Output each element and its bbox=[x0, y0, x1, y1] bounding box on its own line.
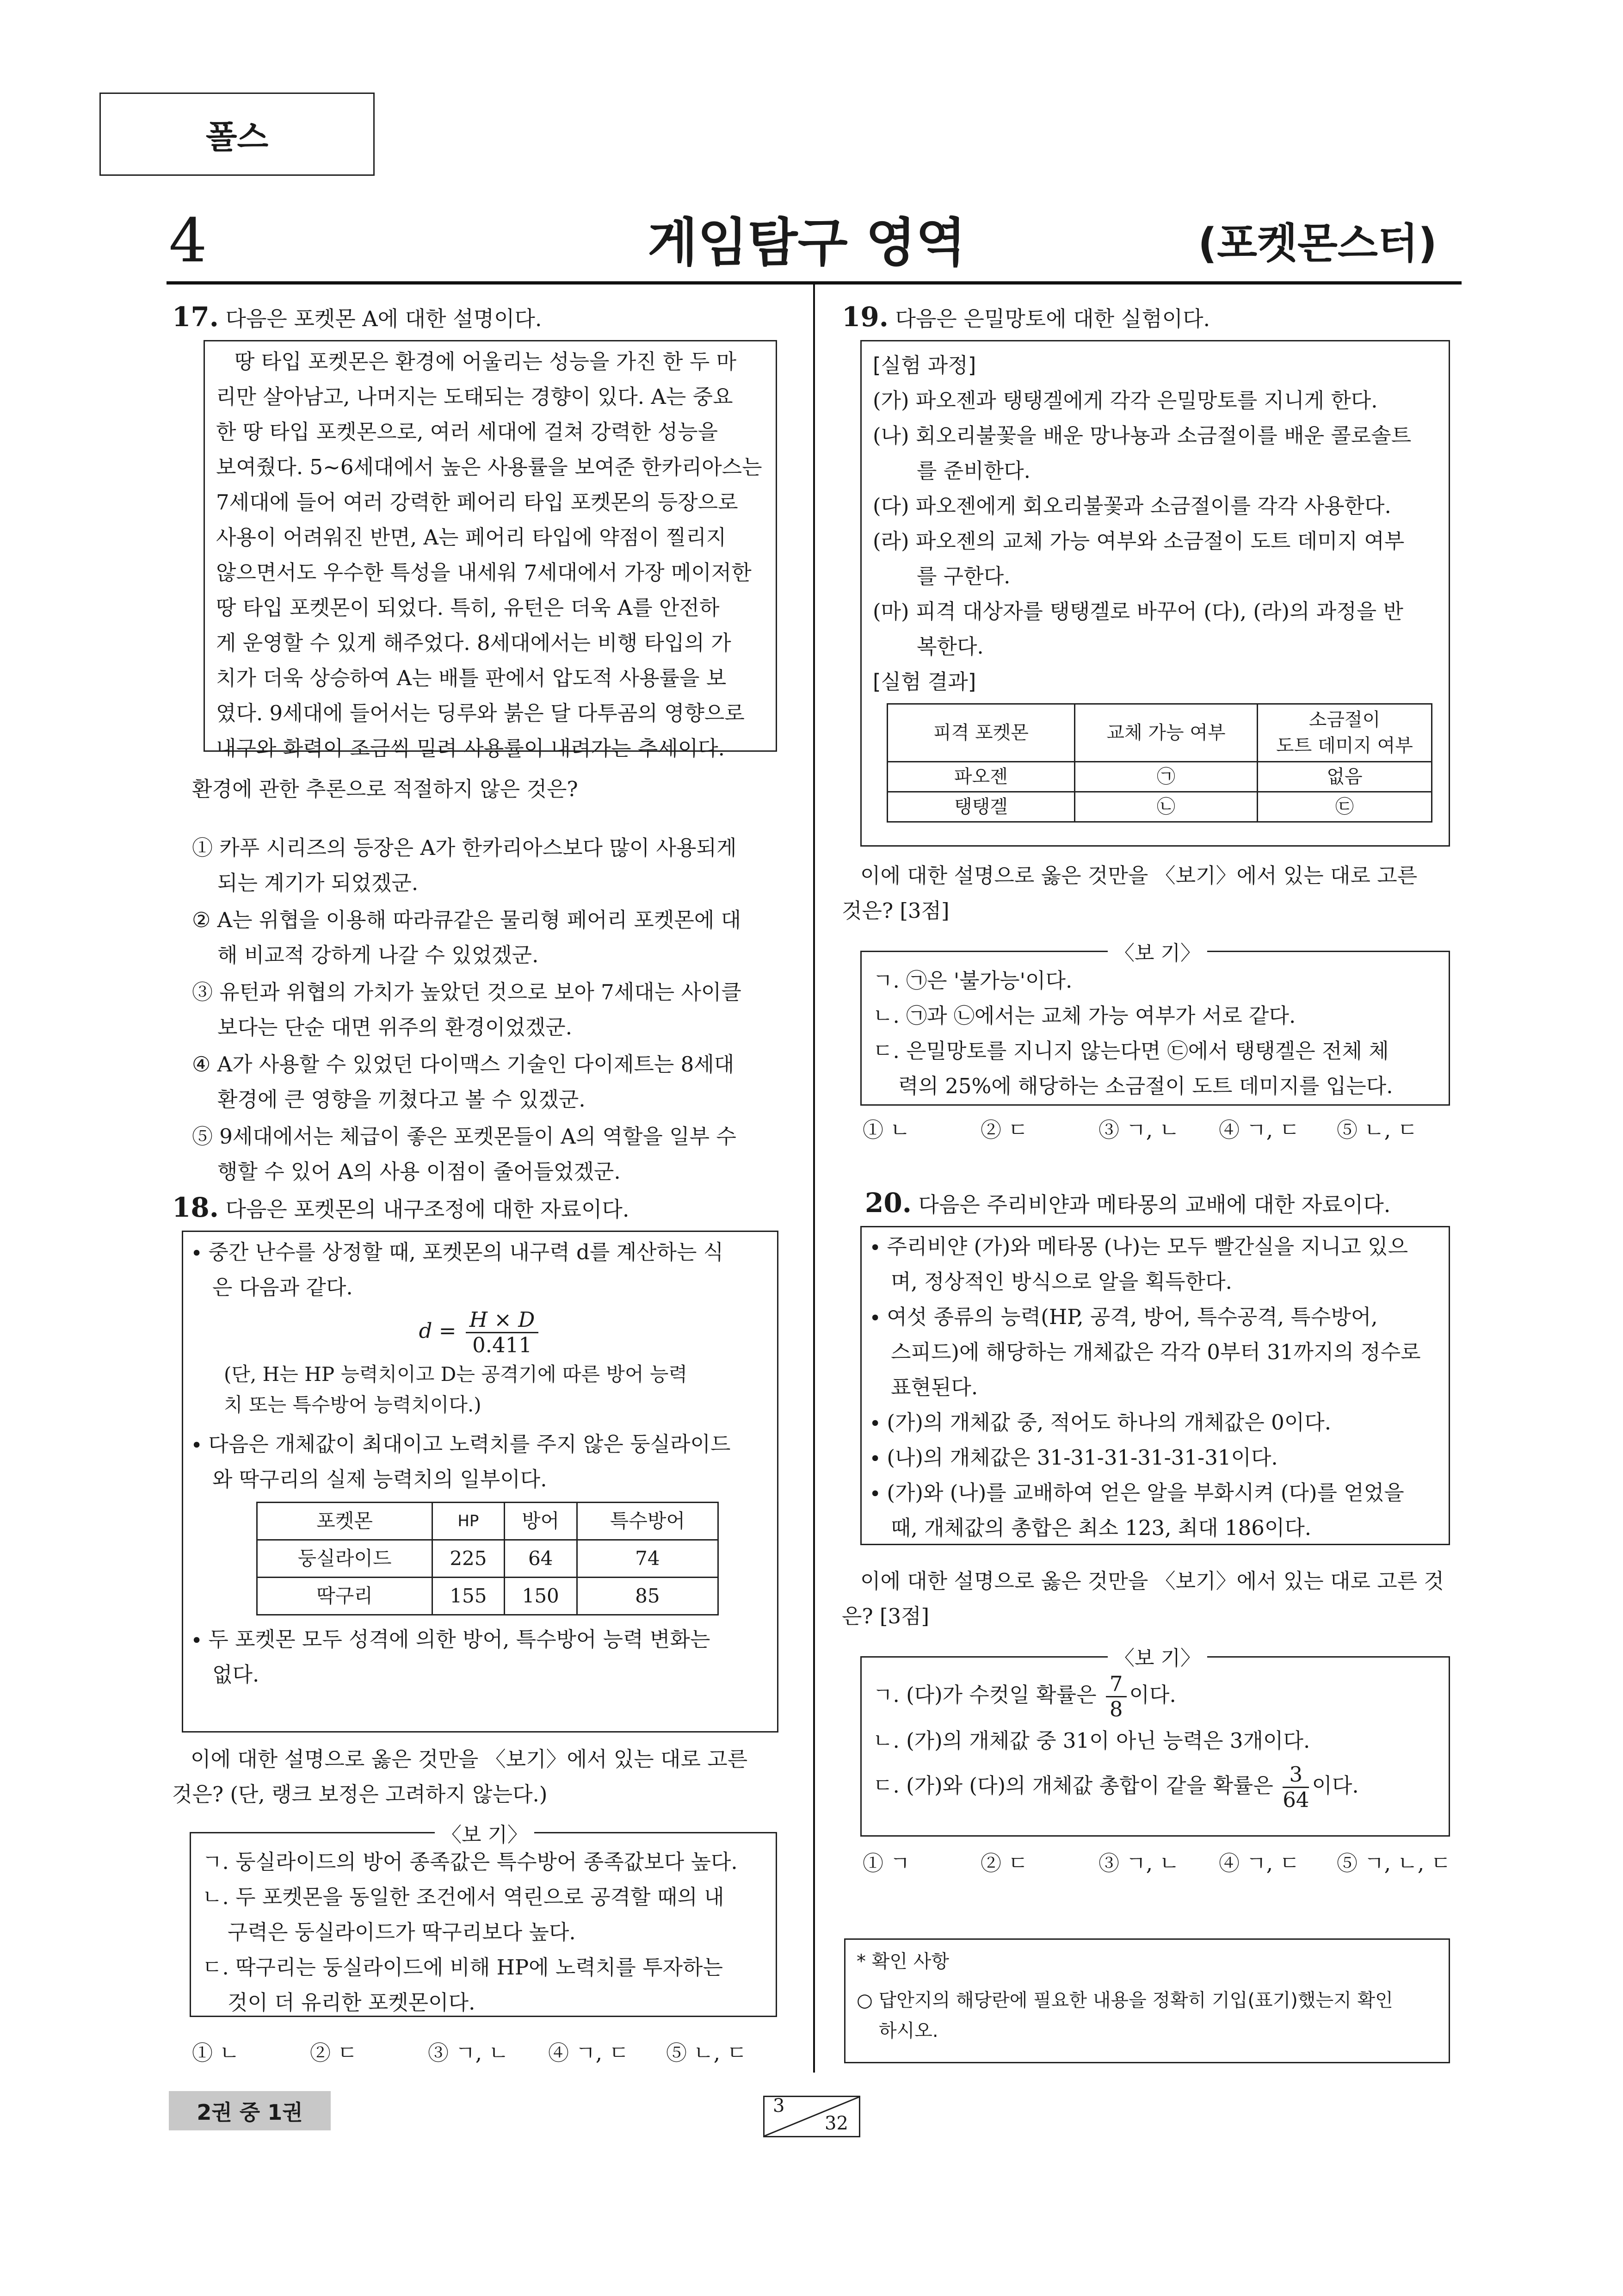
q19-bogi-label: 〈보 기〉 bbox=[1108, 936, 1207, 966]
q19-step-e: (마) 피격 대상자를 탱탱겔로 바꾸어 (다), (라)의 과정을 반 복한다. bbox=[873, 599, 1403, 659]
q19-bogi-b: ㄴ. ㉠과 ㉡에서는 교체 가능 여부가 서로 같다. bbox=[873, 1003, 1296, 1028]
table-cell: 155 bbox=[432, 1578, 504, 1615]
table-header: 특수방어 bbox=[577, 1503, 718, 1540]
q19-choice-4[interactable]: ④ ㄱ, ㄷ bbox=[1219, 1118, 1300, 1142]
q18-bullet-2: ∙ 다음은 개체값이 최대이고 노력치를 주지 않은 둥실라이드 와 딱구리의 실제 능력치의 일부이다. bbox=[191, 1432, 731, 1491]
table-cell: 85 bbox=[577, 1578, 718, 1615]
q18-choice-1[interactable]: ① ㄴ bbox=[192, 2041, 240, 2065]
page-indicator bbox=[763, 2096, 860, 2137]
q18-choice-3[interactable]: ③ ㄱ, ㄴ bbox=[428, 2041, 509, 2065]
q20-stem: 20. 다음은 주리비얀과 메타몽의 교배에 대한 자료이다. bbox=[865, 1187, 1391, 1219]
table-cell: ㉠ bbox=[1075, 762, 1258, 792]
header-tag: 폴스 bbox=[205, 118, 269, 156]
table-row bbox=[888, 762, 1432, 792]
q20-data-box bbox=[860, 1226, 1450, 1545]
q19-choices bbox=[863, 1113, 1464, 1148]
volume-badge: 2권 중 1권 bbox=[169, 2091, 331, 2130]
table-cell: 225 bbox=[432, 1540, 504, 1578]
q19-result-table bbox=[887, 703, 1432, 823]
table-header-row bbox=[888, 704, 1432, 762]
table-cell: 64 bbox=[504, 1540, 577, 1578]
q20-bogi-b: ㄴ. (가)의 개체값 중 31이 아닌 능력은 3개이다. bbox=[873, 1728, 1310, 1753]
q18-bogi-b: ㄴ. 두 포켓몬을 동일한 조건에서 역린으로 공격할 때의 내 구력은 둥실라이드가 딱구리보다 높다. bbox=[202, 1885, 724, 1944]
q17-passage-line: 보여줬다. 5~6세대에서 높은 사용률을 보여준 한카리아스는 bbox=[216, 455, 762, 479]
table-header: 방어 bbox=[504, 1503, 577, 1540]
q19-bogi-c: ㄷ. 은밀망토를 지니지 않는다면 ㉢에서 탱탱겔은 전체 체 력의 25%에 해당하는 소금절이 도트 데미지를 입는다. bbox=[873, 1039, 1393, 1098]
q19-bogi-box bbox=[860, 951, 1450, 1106]
q19-step-c: (다) 파오젠에게 회오리불꽃과 소금절이를 각각 사용한다. bbox=[873, 494, 1391, 518]
q18-stem: 18. 다음은 포켓몬의 내구조정에 대한 자료이다. bbox=[172, 1192, 629, 1223]
q19-choice-3[interactable]: ③ ㄱ, ㄴ bbox=[1098, 1118, 1179, 1142]
q20-bogi-c: ㄷ. (가)와 (다)의 개체값 총합이 같을 확률은 $\frac{3}{64}$ 이다. bbox=[873, 1762, 1359, 1812]
q18-choice-5[interactable]: ⑤ ㄴ, ㄷ bbox=[666, 2041, 747, 2065]
q20-bullet-5: ∙ (가)와 (나)를 교배하여 얻은 알을 부화시켜 (다)를 얻었을 때, 개체값의 총합은 최소 123, 최대 186이다. bbox=[870, 1480, 1404, 1540]
q18-choices bbox=[192, 2036, 793, 2071]
q19-choice-5[interactable]: ⑤ ㄴ, ㄷ bbox=[1337, 1118, 1418, 1142]
q19-bogi-a: ㄱ. ㉠은 '불가능'이다. bbox=[873, 968, 1073, 993]
table-row bbox=[257, 1540, 718, 1578]
q19-step-b: (나) 회오리불꽃을 배운 망나뇽과 소금절이를 배운 콜로솔트 를 준비한다. bbox=[873, 423, 1412, 483]
table-cell: 둥실라이드 bbox=[257, 1540, 432, 1578]
confirm-box bbox=[844, 1938, 1450, 2063]
q20-question: 이에 대한 설명으로 옳은 것만을 〈보기〉에서 있는 대로 고른 것 은? [3점] bbox=[842, 1569, 1444, 1628]
q18-choice-4[interactable]: ④ ㄱ, ㄷ bbox=[548, 2041, 629, 2065]
table-cell: 없음 bbox=[1258, 762, 1432, 792]
q18-bullet-3: ∙ 두 포켓몬 모두 성격에 의한 방어, 특수방어 능력 변화는 없다. bbox=[191, 1627, 710, 1687]
q18-formula: d = $\frac{H \times D}{0.411}$ bbox=[191, 1308, 769, 1357]
confirm-line: ○ 답안지의 해당란에 필요한 내용을 정확히 기입(표기)했는지 확인 bbox=[857, 1990, 1393, 2011]
q17-question: 환경에 관한 추론으로 적절하지 않은 것은? bbox=[192, 777, 578, 801]
table-header: 피격 포켓몬 bbox=[888, 704, 1075, 762]
q20-bogi-box bbox=[860, 1656, 1450, 1837]
q17-passage-line: 않으면서도 우수한 특성을 내세워 7세대에서 가장 메이저한 bbox=[216, 560, 752, 585]
q18-formula-note: (단, H는 HP 능력치이고 D는 공격기에 따른 방어 능력 치 또는 특수방어 능력치이다.) bbox=[224, 1363, 688, 1416]
q17-passage-line: 사용이 어려워진 반면, A는 페어리 타입에 약점이 찔리지 bbox=[216, 525, 727, 550]
table-header: 포켓몬 bbox=[257, 1503, 432, 1540]
table-header: 소금절이 도트 데미지 여부 bbox=[1258, 704, 1432, 762]
q17-passage-line: 땅 타입 포켓몬이 되었다. 특히, 유턴은 더욱 A를 안전하 bbox=[216, 595, 720, 620]
q17-passage-line: 7세대에 들어 여러 강력한 페어리 타입 포켓몬의 등장으로 bbox=[216, 490, 738, 514]
table-cell: ㉢ bbox=[1258, 792, 1432, 822]
q20-bullet-3: ∙ (가)의 개체값 중, 적어도 하나의 개체값은 0이다. bbox=[870, 1410, 1332, 1435]
q19-choice-2[interactable]: ② ㄷ bbox=[981, 1118, 1028, 1142]
confirm-line: 하시오. bbox=[879, 2020, 938, 2042]
table-row bbox=[888, 792, 1432, 822]
q18-bullet-1: ∙ 중간 난수를 상정할 때, 포켓몬의 내구력 d를 계산하는 식 은 다음과 같다. bbox=[191, 1240, 724, 1300]
table-cell: 파오젠 bbox=[888, 762, 1075, 792]
q17-choice-2[interactable]: ② A는 위협을 이용해 따라큐같은 물리형 페어리 포켓몬에 대 해 비교적 강하게 나갈 수 있었겠군. bbox=[192, 908, 741, 967]
q17-passage-line: 였다. 9세대에 들어서는 딩루와 붉은 달 다투곰의 영향으로 bbox=[216, 701, 745, 725]
table-cell: 탱탱겔 bbox=[888, 792, 1075, 822]
q20-bullet-2: ∙ 여섯 종류의 능력(HP, 공격, 방어, 특수공격, 특수방어, 스피드)에 해당하는 개체값은 각각 0부터 31까지의 정수로 표현된다. bbox=[870, 1305, 1421, 1399]
q17-stem: 17. 다음은 포켓몬 A에 대한 설명이다. bbox=[172, 301, 542, 333]
q20-bullet-1: ∙ 주리비얀 (가)와 메타몽 (나)는 모두 빨간실을 지니고 있으 며, 정상적인 방식으로 알을 획득한다. bbox=[870, 1234, 1408, 1294]
q20-choice-1[interactable]: ① ㄱ bbox=[863, 1851, 910, 1875]
q17-choice-5[interactable]: ⑤ 9세대에서는 체급이 좋은 포켓몬들이 A의 역할을 일부 수 행할 수 있어 A의 사용 이점이 줄어들었겠군. bbox=[192, 1124, 736, 1184]
q20-bogi-label: 〈보 기〉 bbox=[1108, 1641, 1207, 1671]
q17-passage-line: 리만 살아남고, 나머지는 도태되는 경향이 있다. A는 중요 bbox=[216, 384, 733, 409]
q20-bogi-a: ㄱ. (다)가 수컷일 확률은 $\frac{7}{8}$ 이다. bbox=[873, 1671, 1176, 1721]
q17-choice-4[interactable]: ④ A가 사용할 수 있었던 다이맥스 기술인 다이제트는 8세대 환경에 큰 영향을 끼쳤다고 볼 수 있겠군. bbox=[192, 1052, 734, 1112]
table-header: 교체 가능 여부 bbox=[1075, 704, 1258, 762]
q18-question: 이에 대한 설명으로 옳은 것만을 〈보기〉에서 있는 대로 고른 것은? (단, 랭크 보정은 고려하지 않는다.) bbox=[172, 1747, 748, 1807]
q17-choice-1[interactable]: ① 카푸 시리즈의 등장은 A가 한카리아스보다 많이 사용되게 되는 계기가 되었겠군. bbox=[192, 835, 737, 895]
q19-result-label: [실험 결과] bbox=[873, 669, 976, 694]
q19-question: 이에 대한 설명으로 옳은 것만을 〈보기〉에서 있는 대로 고른 것은? [3점] bbox=[842, 863, 1418, 923]
header-rule bbox=[167, 281, 1462, 285]
q18-stats-table bbox=[256, 1502, 719, 1615]
q18-bogi-label: 〈보 기〉 bbox=[435, 1818, 534, 1848]
table-cell: ㉡ bbox=[1075, 792, 1258, 822]
exam-subject: (포켓몬스터) bbox=[1198, 219, 1437, 268]
q19-process-label: [실험 과정] bbox=[873, 353, 976, 378]
q18-bogi-box bbox=[190, 1832, 777, 2017]
table-cell: 딱구리 bbox=[257, 1578, 432, 1615]
q19-experiment-box bbox=[860, 340, 1450, 847]
q17-passage-line: 치가 더욱 상승하여 A는 배틀 판에서 압도적 사용률을 보 bbox=[216, 666, 727, 690]
q20-choices bbox=[863, 1846, 1464, 1881]
q17-passage-line: 땅 타입 포켓몬은 환경에 어울리는 성능을 가진 한 두 마 bbox=[235, 349, 737, 374]
page-number: 4 bbox=[169, 205, 207, 276]
q18-bogi-a: ㄱ. 둥실라이드의 방어 종족값은 특수방어 종족값보다 높다. bbox=[202, 1850, 738, 1874]
q19-stem: 19. 다음은 은밀망토에 대한 실험이다. bbox=[842, 301, 1210, 333]
q20-choice-4[interactable]: ④ ㄱ, ㄷ bbox=[1219, 1851, 1300, 1875]
page-total: 32 bbox=[825, 2113, 848, 2134]
q20-choice-3[interactable]: ③ ㄱ, ㄴ bbox=[1098, 1851, 1179, 1875]
table-header-row bbox=[257, 1503, 718, 1540]
q19-choice-1[interactable]: ① ㄴ bbox=[863, 1118, 910, 1142]
page-current: 3 bbox=[773, 2095, 785, 2117]
q18-bogi-c: ㄷ. 딱구리는 둥실라이드에 비해 HP에 노력치를 투자하는 것이 더 유리한 포켓몬이다. bbox=[202, 1955, 723, 2015]
confirm-title: * 확인 사항 bbox=[857, 1951, 949, 1972]
q19-step-a: (가) 파오젠과 탱탱겔에게 각각 은밀망토를 지니게 한다. bbox=[873, 388, 1378, 413]
q17-choice-3[interactable]: ③ 유턴과 위협의 가치가 높았던 것으로 보아 7세대는 사이클 보다는 단순 대면 위주의 환경이었겠군. bbox=[192, 980, 741, 1040]
q17-passage-line: 내구와 화력이 조금씩 밀려 사용률이 내려가는 추세이다. bbox=[216, 736, 725, 761]
exam-title: 게임탐구 영역 bbox=[648, 213, 966, 273]
q19-step-d: (라) 파오젠의 교체 가능 여부와 소금절이 도트 데미지 여부 를 구한다. bbox=[873, 529, 1405, 588]
q20-bullet-4: ∙ (나)의 개체값은 31-31-31-31-31-31이다. bbox=[870, 1445, 1278, 1470]
q17-passage-box bbox=[204, 340, 777, 761]
table-header: HP bbox=[432, 1503, 504, 1540]
column-divider bbox=[813, 285, 815, 2073]
q20-choice-2[interactable]: ② ㄷ bbox=[981, 1851, 1028, 1875]
q18-choice-2[interactable]: ② ㄷ bbox=[310, 2041, 358, 2065]
q18-data-box bbox=[182, 1231, 778, 1733]
q17-passage-line: 한 땅 타입 포켓몬으로, 여러 세대에 걸쳐 강력한 성능을 bbox=[216, 420, 718, 444]
table-row bbox=[257, 1578, 718, 1615]
q17-passage-line: 게 운영할 수 있게 해주었다. 8세대에서는 비행 타입의 가 bbox=[216, 631, 731, 655]
q20-choice-5[interactable]: ⑤ ㄱ, ㄴ, ㄷ bbox=[1337, 1851, 1451, 1875]
q17-choices bbox=[192, 830, 789, 1189]
table-cell: 74 bbox=[577, 1540, 718, 1578]
table-cell: 150 bbox=[504, 1578, 577, 1615]
header-tag-box bbox=[99, 93, 375, 176]
